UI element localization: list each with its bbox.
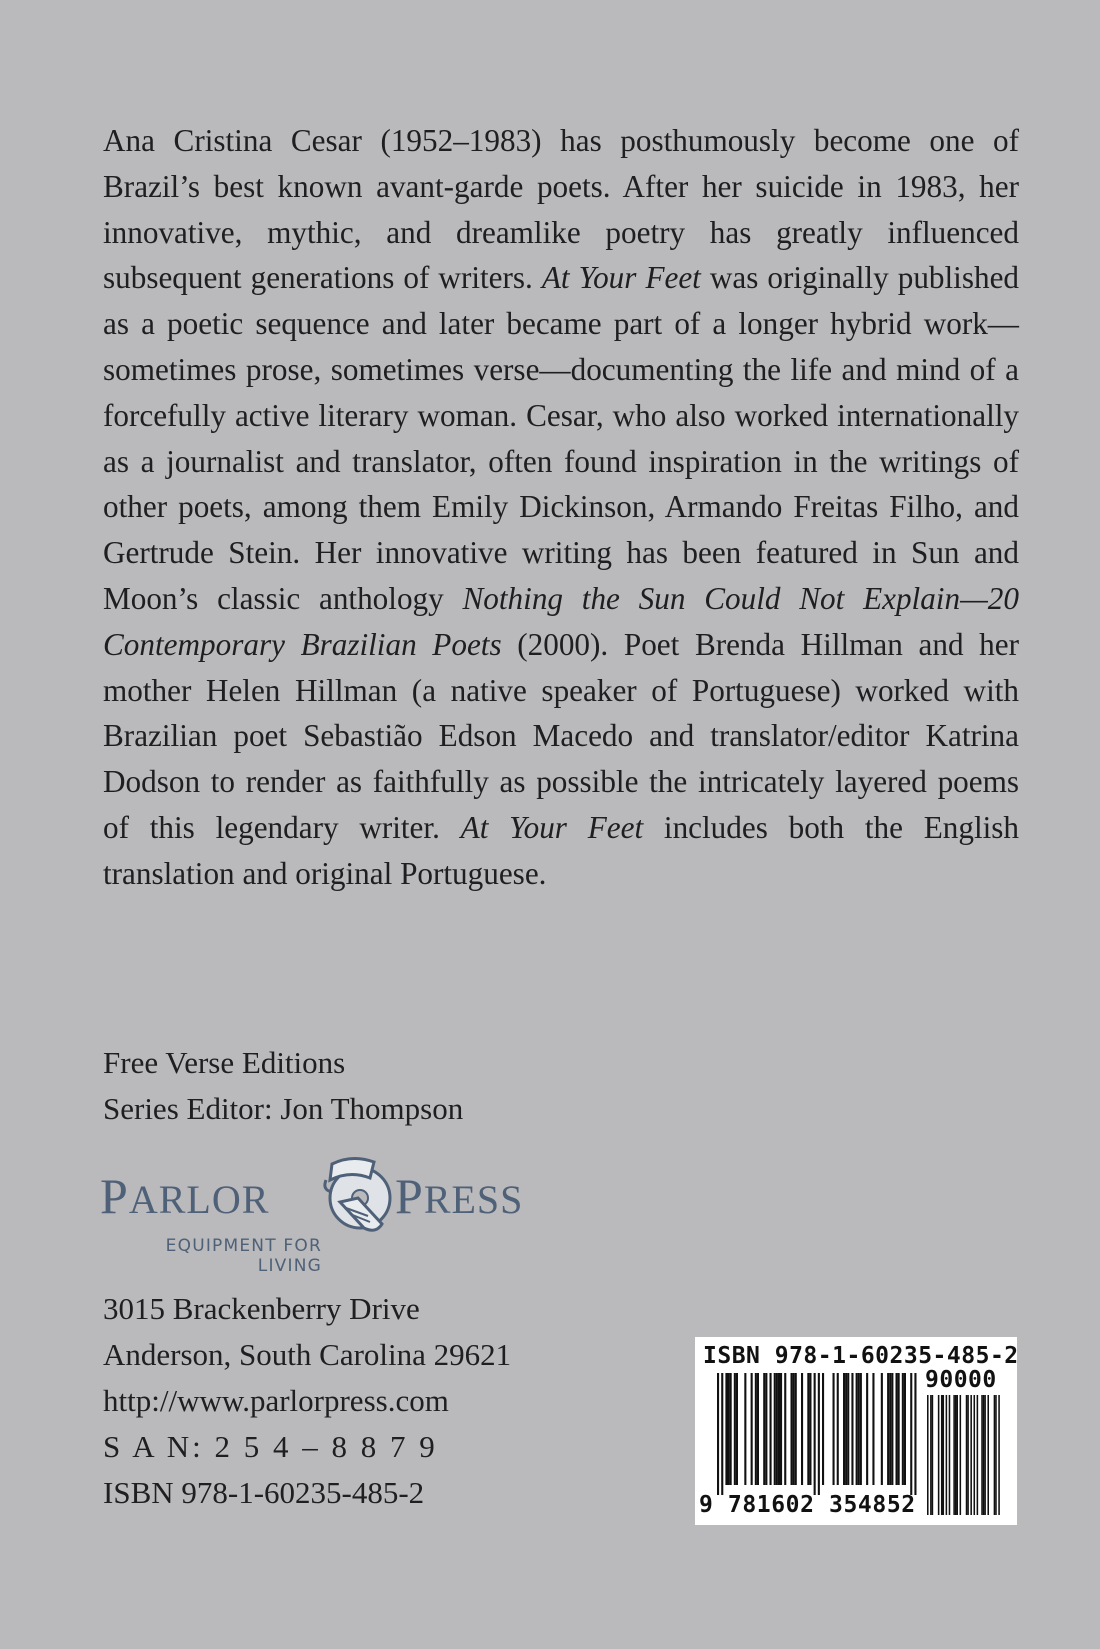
barcode-addon-bar [984,1395,986,1515]
barcode-bar [755,1373,757,1485]
barcode-bar [889,1373,891,1485]
publisher-logo [100,1150,560,1276]
barcode-bar [757,1373,759,1485]
barcode-bar [734,1373,736,1485]
barcode-addon-bar [983,1395,985,1515]
barcode-addon-bar [998,1395,1000,1515]
barcode-bar [898,1373,900,1485]
barcode-bar [793,1373,795,1485]
barcode-bar [872,1373,874,1485]
publisher-address [103,1286,511,1516]
barcode-bar [725,1373,727,1485]
barcode-bar [904,1373,906,1485]
website-url: http://www.parlorpress.com [103,1383,449,1418]
barcode-bar [801,1373,803,1485]
barcode-addon-bar [960,1395,962,1515]
barcode-bar [860,1373,862,1485]
barcode-addon-bar [966,1395,968,1515]
barcode-bar [845,1373,847,1485]
barcode-bar [891,1373,893,1485]
logo-word-press: PRESS [395,1168,524,1224]
barcode-addon-bar [955,1395,957,1515]
barcode-bar [751,1373,753,1485]
barcode-bar [778,1373,780,1485]
barcode-addon-bar [970,1395,972,1515]
barcode-addon-bar [949,1395,951,1515]
barcode-bar [717,1373,719,1495]
barcode-bar [847,1373,849,1485]
barcode-bar [914,1373,916,1495]
barcode-bar [770,1373,772,1485]
isbn-number: ISBN 978-1-60235-485-2 [103,1475,425,1510]
barcode-bar [814,1373,816,1495]
barcode-addon-bar [981,1395,983,1515]
barcode-addon-bar [994,1395,996,1515]
description-text: was originally published as a poetic sequence and later became part of a longer hybrid work— sometimes prose, sometimes verse—documenting the life and mind of a forcefully active literary woman. Cesar, who also worked internationally as a journalist and translator, often found inspiration in the writings of other poets, among them Emily Dickinson, Armando Freitas Filho, and Gertrude Stein. Her innovative writing has been featured in Sun and Moon’s classic anthology [103,260,1020,616]
barcode-bar [887,1373,889,1485]
barcode-bar [730,1373,732,1485]
san-number: S A N: 2 5 4 – 8 8 7 9 [103,1429,438,1464]
barcode-bar [896,1373,898,1485]
barcode-bar [744,1373,746,1485]
barcode-bar [776,1373,778,1485]
barcode-addon-bar [930,1395,932,1515]
description-text: Ana Cristina Cesar (1952–1983) has posthumously become one of Brazil’s best known avant-garde poets. After her suicide in 1983, her innovative, mythic, and dreamlike poetry has greatly influenced subsequent generations of writers. [103,123,1019,296]
barcode-bar [795,1373,797,1485]
barcode-bar [822,1373,824,1485]
barcode-bar [837,1373,839,1485]
barcode-addon-bar [956,1395,958,1515]
scroll-cd-emblem-icon [312,1150,402,1240]
book-title: At Your Feet [460,809,644,845]
barcode-bar [851,1373,853,1485]
barcode-isbn-label: ISBN 978-1-60235-485-2 [703,1343,1019,1369]
barcode-bar [721,1373,723,1495]
anthology-title: Nothing the Sun Could Not Explain—20 Contemporary Brazilian Poets [103,580,1019,662]
barcode-addon-bar [943,1395,945,1515]
barcode-bar [791,1373,793,1485]
barcode-bar [809,1373,811,1485]
barcode-bar [843,1373,845,1485]
series-editor: Series Editor: Jon Thompson [103,1091,464,1126]
barcode-addon-bar [987,1395,989,1515]
city-state-zip: Anderson, South Carolina 29621 [103,1337,512,1372]
barcode-bar [833,1373,835,1485]
isbn-barcode [695,1337,1017,1525]
barcode-bar [818,1373,820,1495]
barcode-bar [728,1373,730,1485]
barcode-addon-bar [995,1395,997,1515]
barcode-addon-bar [932,1395,934,1515]
barcode-bar [780,1373,782,1485]
book-description [103,118,1019,897]
description-text: (2000). Poet Brenda Hillman and her mother Helen Hillman (a native speaker of Portuguese) worked with Brazilian poet Sebastião Edson Macedo and translator/editor Katrina Dodson to render as faithfully as possible the intricately layered poems of this legendary writer. [103,626,1020,845]
barcode-bar [881,1373,883,1485]
barcode-addon-bar [927,1395,929,1515]
barcode-addon-bar [977,1395,979,1515]
logo-tagline: EQUIPMENT FOR LIVING [165,1236,322,1276]
barcode-bar [736,1373,738,1485]
logo-word-parlor: PARLOR [100,1168,270,1224]
barcode-bar [765,1373,767,1485]
barcode-ean-digits: 9 781602 354852 [699,1492,916,1518]
barcode-bar [807,1373,809,1485]
barcode-addon-bar [974,1395,976,1515]
barcode-addon-bar [953,1395,955,1515]
barcode-addon-bar [946,1395,948,1515]
barcode-bar [902,1373,904,1485]
barcode-bar [763,1373,765,1485]
series-info [103,1040,463,1132]
barcode-bar [774,1373,776,1485]
barcode-bar [856,1373,858,1485]
barcode-addon-bar [938,1395,940,1515]
barcode-bar [866,1373,868,1485]
street-address: 3015 Brackenberry Drive [103,1291,420,1326]
barcode-bar [910,1373,912,1495]
barcode-bar [784,1373,786,1485]
series-name: Free Verse Editions [103,1045,346,1080]
description-text: includes both the English translation and original Portuguese. [103,809,1020,891]
barcode-addon-bar [941,1395,943,1515]
barcode-bar [858,1373,860,1485]
barcode-price-code: 90000 [925,1367,997,1393]
book-title: At Your Feet [541,260,701,296]
barcode-addon-bar [967,1395,969,1515]
